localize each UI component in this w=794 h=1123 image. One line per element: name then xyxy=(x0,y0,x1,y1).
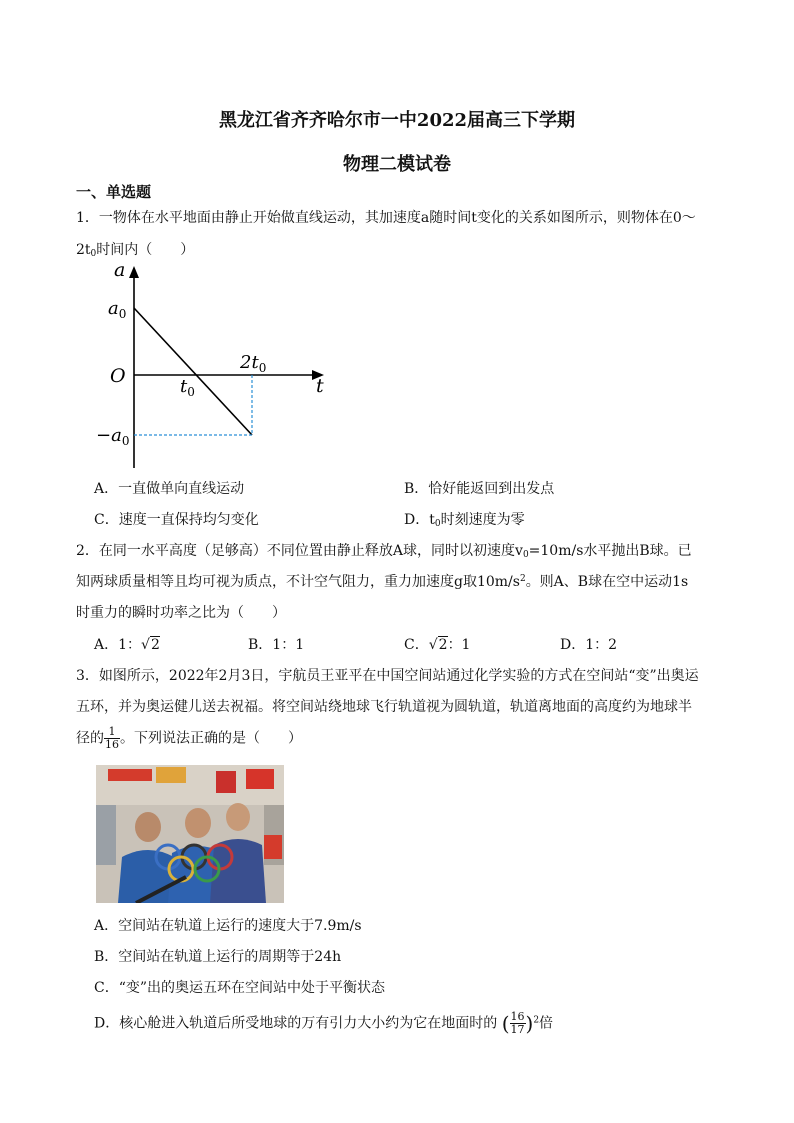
q1-option-c[interactable]: C．速度一直保持均匀变化 xyxy=(94,512,259,528)
q3-option-a[interactable]: A．空间站在轨道上运行的速度大于7.9m/s xyxy=(94,918,362,934)
label-2t0: $2t_0$ xyxy=(240,352,267,375)
q2-option-a[interactable]: A．1：√2 xyxy=(94,637,160,653)
q2-option-d[interactable]: D．1：2 xyxy=(560,637,618,653)
q2-stem-line1: 2．在同一水平高度（足够高）不同位置由静止释放A球，同时以初速度$v_0=10m/s$水平抛出B球。已 xyxy=(76,543,692,560)
axis-label-a: a xyxy=(114,259,126,281)
q2-option-b[interactable]: B．1：1 xyxy=(248,637,305,653)
axis-label-t: t xyxy=(316,375,324,397)
q3-stem-line2: 五环，并为奥运健儿送去祝福。将空间站绕地球飞行轨道视为圆轨道，轨道离地面的高度约为地球半 xyxy=(76,699,692,715)
q1-stem-line1: 1．一物体在水平地面由静止开始做直线运动，其加速度a随时间t变化的关系如图所示，则物体在0～ xyxy=(76,210,696,226)
q1-option-a[interactable]: A．一直做单向直线运动 xyxy=(94,481,245,497)
q3-option-c[interactable]: C．“变”出的奥运五环在空间站中处于平衡状态 xyxy=(94,980,386,996)
exam-subtitle: 物理二模试卷 xyxy=(343,154,451,175)
origin-label: O xyxy=(110,365,126,387)
q1-stem-line2: $2t_0$时间内（ ） xyxy=(76,242,195,259)
q1-option-d[interactable]: D．$t_0$时刻速度为零 xyxy=(404,512,525,529)
label-a0: $a_0$ xyxy=(108,298,127,321)
q3-stem-line3: 径的 $\frac{1}{16}$ 。下列说法正确的是（ ） xyxy=(76,725,302,751)
space-station-photo xyxy=(96,765,284,903)
label-t0: $t_0$ xyxy=(180,376,195,399)
label-neg-a0: $-a_0$ xyxy=(96,425,130,448)
q2-stem-line3: 时重力的瞬时功率之比为（ ） xyxy=(76,605,286,621)
q3-option-b[interactable]: B．空间站在轨道上运行的周期等于24h xyxy=(94,949,342,965)
section-heading: 一、单选题 xyxy=(76,183,152,201)
exam-title: 黑龙江省齐齐哈尔市一中2022届高三下学期 xyxy=(218,110,576,131)
q2-stem-line2: 知两球质量相等且均可视为质点，不计空气阻力，重力加速度g取$10m/s^2$。则A、B球在空中运动1s xyxy=(76,574,689,590)
q2-option-c[interactable]: C．√2：1 xyxy=(404,637,471,653)
acceleration-line xyxy=(134,308,252,435)
q1-option-b[interactable]: B．恰好能返回到出发点 xyxy=(404,481,555,497)
q1-acceleration-time-graph xyxy=(92,258,342,473)
q3-option-d[interactable]: D．核心舱进入轨道后所受地球的万有引力大小约为它在地面时的 ( $\frac{16}{17}$ )$^2$倍 xyxy=(94,1010,554,1036)
y-axis-arrow xyxy=(129,266,139,278)
q3-stem-line1: 3．如图所示，2022年2月3日，宇航员王亚平在中国空间站通过化学实验的方式在空间站“变”出奥运 xyxy=(76,668,699,684)
